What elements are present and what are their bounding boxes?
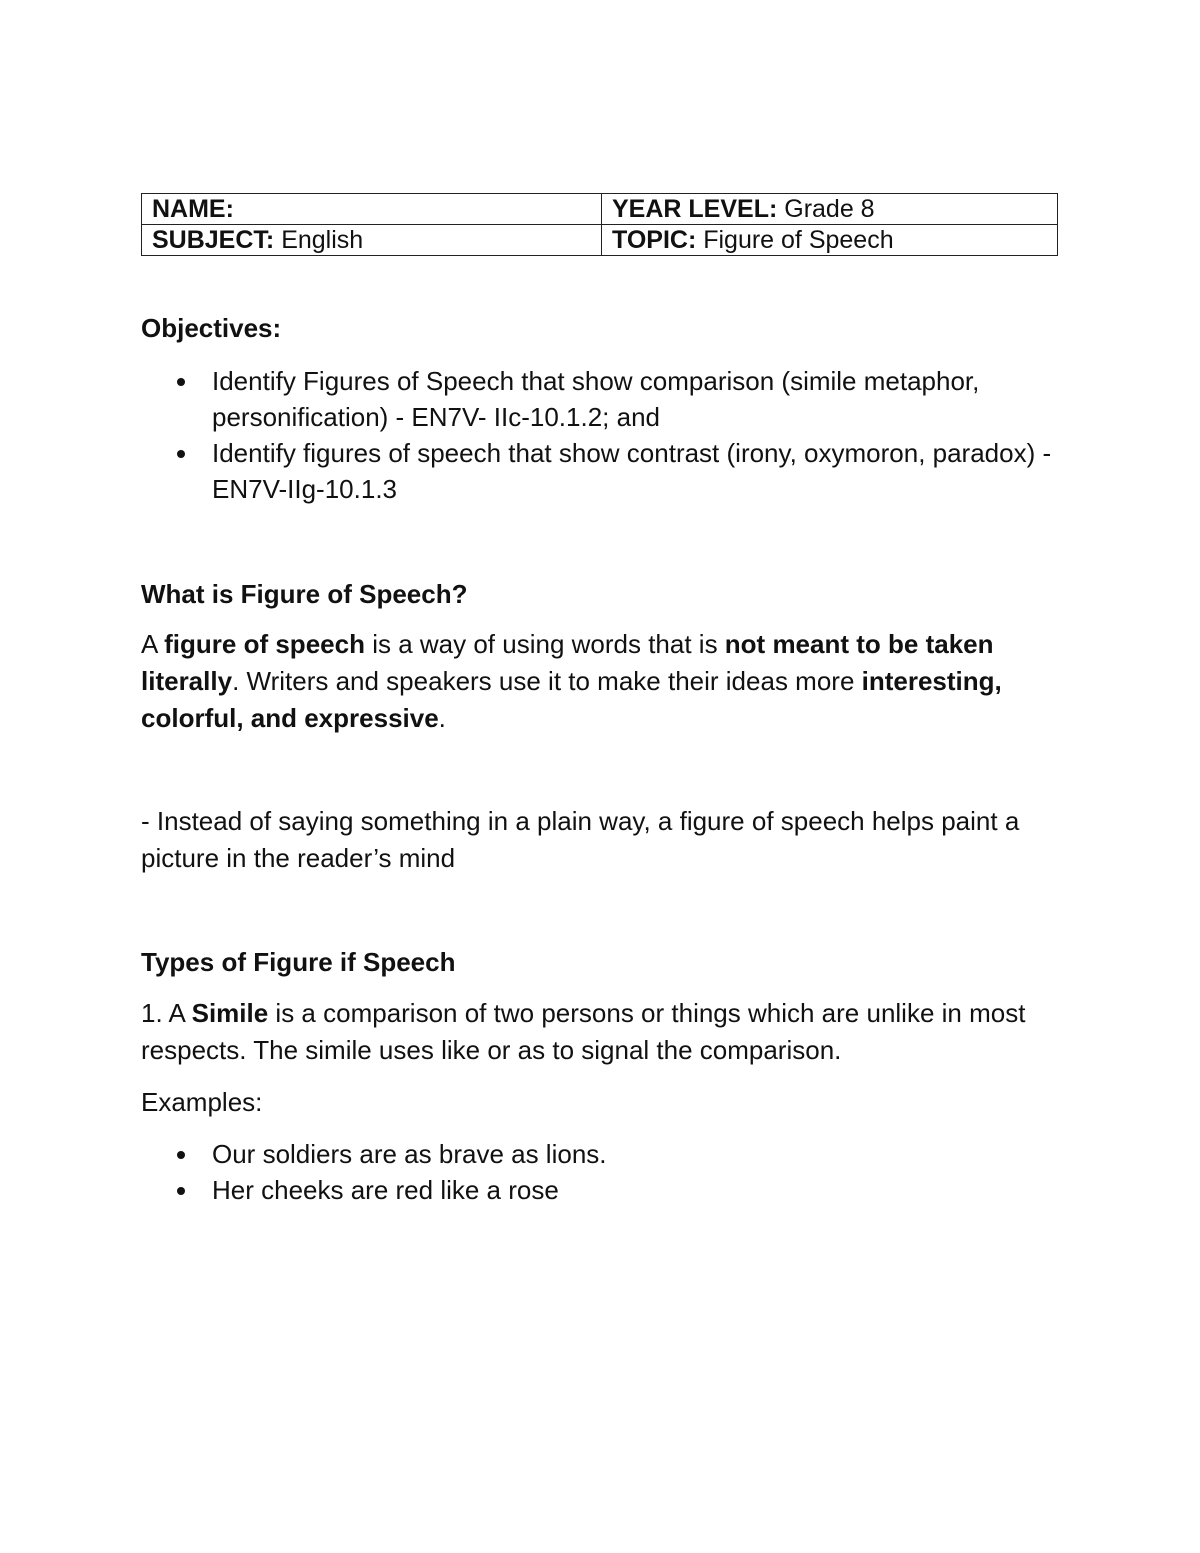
info-table — [141, 193, 1058, 256]
topic-label: TOPIC: — [612, 226, 697, 254]
objective-item — [141, 363, 1061, 435]
definition-term: figure of speech — [164, 629, 365, 659]
definition-text-a: A — [141, 629, 165, 659]
objectives-heading: Objectives: — [141, 313, 282, 343]
definition-paragraph — [141, 626, 1061, 737]
bullet-icon — [177, 1187, 185, 1195]
year-level-cell — [602, 194, 1058, 225]
year-level-value: Grade 8 — [777, 195, 875, 223]
definition-emphasis-literal: not meant to be taken literally — [141, 629, 994, 696]
examples-label: Examples: — [141, 1087, 263, 1117]
info-row-1 — [142, 194, 1058, 225]
objective-text: Identify Figures of Speech that show comparison (simile metaphor, personification) - EN7V- IIc-10.1.2; and — [212, 366, 980, 432]
objectives-list — [141, 363, 1061, 507]
definition-note: - Instead of saying something in a plain way, a figure of speech helps paint a picture in the reader’s mind — [141, 806, 1020, 873]
subject-cell — [142, 225, 602, 256]
simile-paragraph — [141, 995, 1061, 1069]
name-label: NAME: — [152, 195, 234, 223]
bullet-icon — [177, 378, 185, 386]
definition-text-g: . — [438, 703, 446, 733]
year-level-label: YEAR LEVEL: — [612, 195, 778, 223]
topic-cell — [602, 225, 1058, 256]
simile-text-a: 1. A — [141, 998, 192, 1028]
bullet-icon — [177, 1151, 185, 1159]
objective-item — [141, 435, 1061, 507]
subject-value: English — [274, 226, 364, 254]
objective-text: Identify figures of speech that show contrast (irony, oxymoron, paradox) - EN7V-IIg-10.1.3 — [212, 438, 1052, 504]
definition-heading: What is Figure of Speech? — [141, 579, 468, 609]
example-text: Our soldiers are as brave as lions. — [212, 1139, 607, 1169]
info-row-2 — [142, 225, 1058, 256]
example-item — [141, 1136, 1061, 1172]
example-item — [141, 1172, 1061, 1208]
subject-label: SUBJECT: — [152, 226, 275, 254]
simile-text-c: is a comparison of two persons or things which are unlike in most respects. The simile uses like or as to signal the comparison. — [141, 998, 1026, 1065]
simile-term: Simile — [191, 998, 269, 1028]
example-text: Her cheeks are red like a rose — [212, 1175, 559, 1205]
definition-emphasis-expressive: interesting, colorful, and expressive — [141, 666, 1002, 733]
definition-text-c: is a way of using words that is — [364, 629, 725, 659]
bullet-icon — [177, 450, 185, 458]
examples-list — [141, 1136, 1061, 1208]
types-heading: Types of Figure if Speech — [141, 947, 456, 977]
topic-value: Figure of Speech — [696, 226, 894, 254]
name-cell — [142, 194, 602, 225]
definition-text-e: . Writers and speakers use it to make their ideas more — [232, 666, 862, 696]
